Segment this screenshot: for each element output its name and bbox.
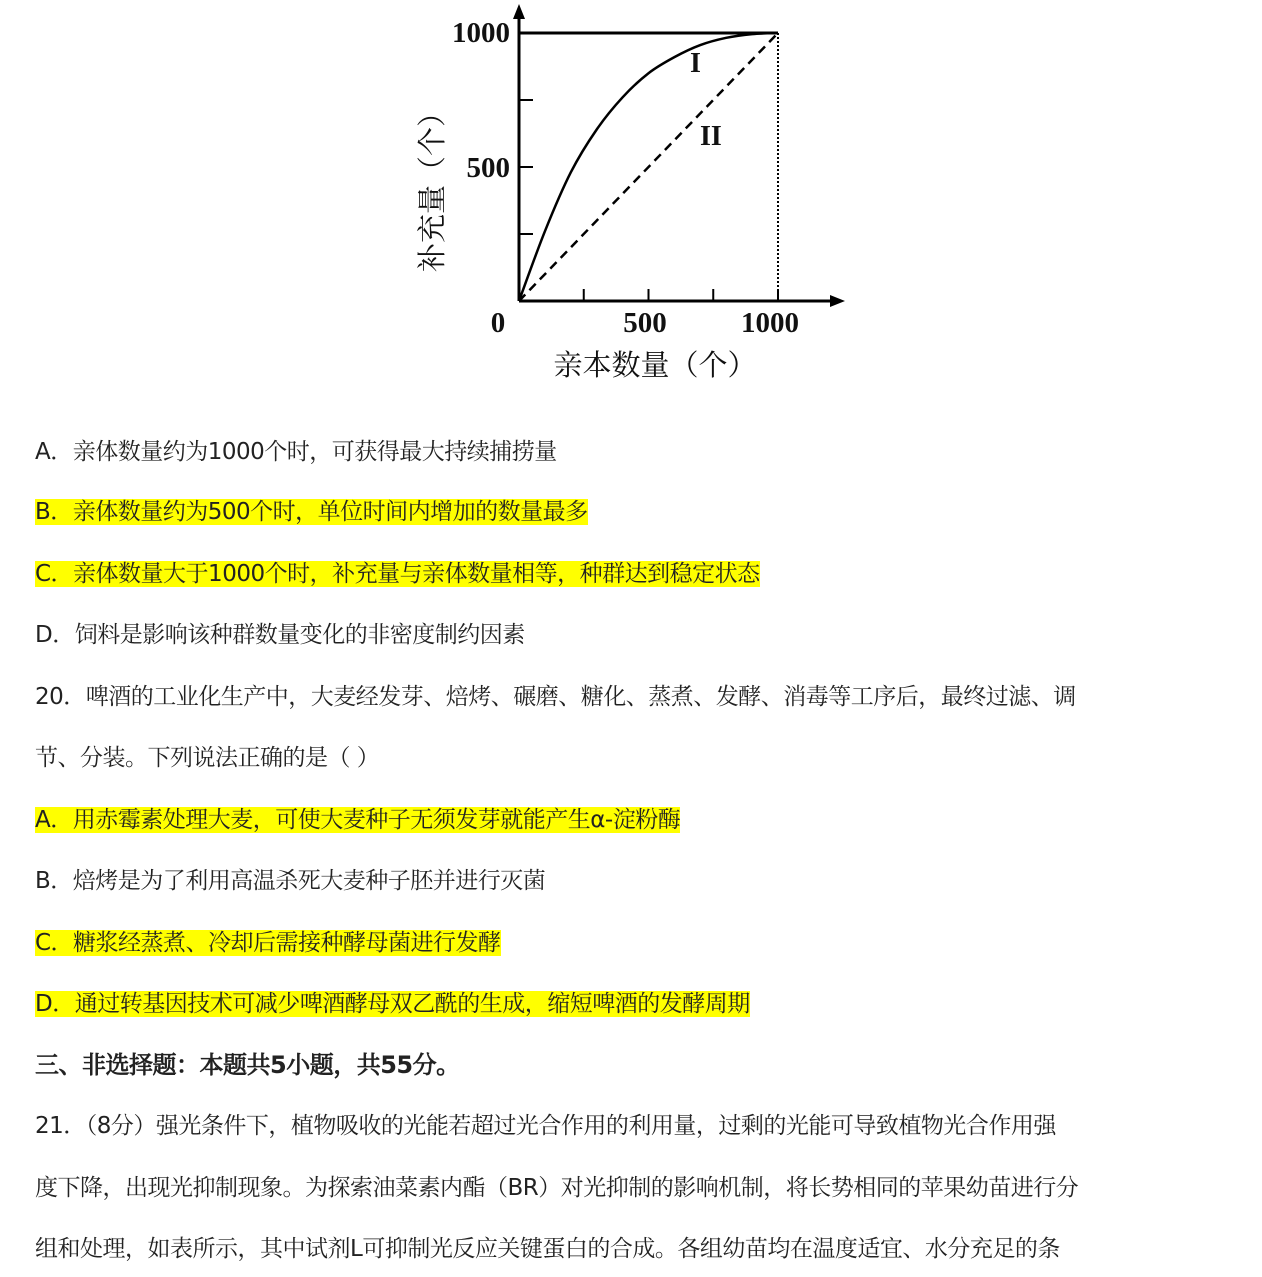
q21-stem-line2: 度下降，出现光抑制现象。为探索油菜素内酯（BR）对光抑制的影响机制，将长势相同的苹果幼苗进行分	[35, 1175, 1079, 1201]
x-tick-label-0: 0	[490, 307, 506, 339]
q19-option-d	[35, 620, 525, 651]
q19-option-b	[35, 497, 588, 528]
series-label-II: II	[700, 121, 722, 152]
option-text: A．用赤霉素处理大麦，可使大麦种子无须发芽就能产生α-淀粉酶	[35, 807, 681, 833]
option-text: B．亲体数量约为500个时，单位时间内增加的数量最多	[35, 499, 588, 525]
option-text: D．饲料是影响该种群数量变化的非密度制约因素	[35, 622, 525, 648]
q20-stem-line2: 节、分装。下列说法正确的是（ ）	[35, 745, 380, 771]
section-heading: 三、非选择题：本题共5小题，共55分。	[35, 1051, 460, 1079]
population-recruitment-chart	[400, 0, 860, 390]
x-axis-title: 亲本数量（个）	[553, 348, 757, 382]
q21-stem-line1: 21．（8分）强光条件下，植物吸收的光能若超过光合作用的利用量，过剩的光能可导致植物光合作用强	[35, 1113, 1056, 1139]
chart-marks	[519, 33, 778, 301]
option-text: C．糖浆经蒸煮、冷却后需接种酵母菌进行发酵	[35, 930, 501, 956]
option-text: D．通过转基因技术可减少啤酒酵母双乙酰的生成，缩短啤酒的发酵周期	[35, 991, 750, 1017]
y-axis-arrow	[513, 4, 525, 19]
q20-option-b	[35, 866, 545, 897]
option-text: B．焙烤是为了利用高温杀死大麦种子胚并进行灭菌	[35, 868, 546, 894]
q19-option-c	[35, 559, 760, 590]
y-tick-label-500: 500	[466, 152, 510, 184]
q20-option-a	[35, 805, 680, 836]
q20-stem-line1: 20．啤酒的工业化生产中，大麦经发芽、焙烤、碾磨、糖化、蒸煮、发酵、消毒等工序后，最终过滤、调	[35, 684, 1076, 710]
x-axis-arrow	[830, 295, 845, 307]
x-tick-label-1000: 1000	[741, 307, 799, 339]
y-tick-label-1000: 1000	[452, 17, 510, 49]
q20-option-d	[35, 989, 750, 1020]
option-text: C．亲体数量大于1000个时，补充量与亲体数量相等，种群达到稳定状态	[35, 561, 760, 587]
x-tick-label-500: 500	[623, 307, 667, 339]
chart-axes	[513, 4, 845, 307]
q19-option-a	[35, 437, 557, 468]
y-axis-title: 补充量（个）	[415, 97, 449, 273]
option-text: A．亲体数量约为1000个时，可获得最大持续捕捞量	[35, 439, 557, 465]
series-label-I: I	[690, 48, 701, 79]
q21-stem-line3: 组和处理，如表所示，其中试剂L可抑制光反应关键蛋白的合成。各组幼苗均在温度适宜、水分充足的条	[35, 1236, 1060, 1262]
q20-option-c	[35, 928, 501, 959]
